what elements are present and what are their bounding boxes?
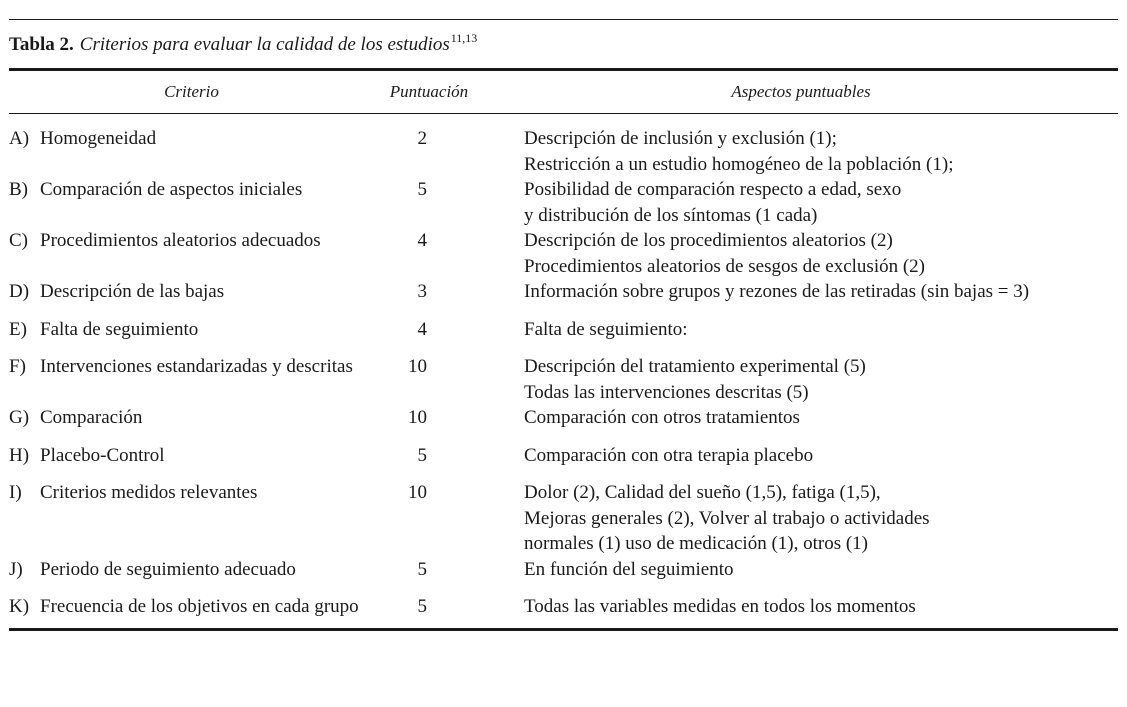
puntuacion-cell: 5 [417, 558, 427, 580]
criterio-letter: K) [9, 596, 30, 617]
criterio-label: Placebo-Control [40, 444, 165, 466]
criterio-letter: A) [9, 128, 30, 149]
table-row [9, 557, 1118, 595]
criterio-letter: C) [9, 230, 28, 251]
table-row [9, 228, 1118, 279]
criterio-cell [9, 279, 374, 317]
table-body [9, 114, 1118, 628]
table-row [9, 443, 1118, 481]
criterio-cell [9, 317, 374, 355]
header-aspectos: Aspectos puntuables [731, 82, 871, 101]
criterio-letter: E) [9, 318, 27, 340]
criterio-label: Criterios medidos relevantes [40, 482, 258, 503]
criteria-table [9, 19, 1118, 631]
criterio-label: Comparación de aspectos iniciales [40, 179, 303, 200]
aspectos-cell [484, 317, 1118, 355]
criterio-cell [9, 114, 374, 177]
aspectos-cell [484, 405, 1118, 443]
aspecto-line: Todas las intervenciones descritas (5) [524, 381, 809, 403]
aspectos-cell [484, 480, 1118, 557]
aspectos-cell [484, 228, 1118, 279]
puntuacion-cell: 10 [408, 356, 427, 377]
caption-refs: 11,13 [450, 31, 478, 45]
aspecto-line: Comparación con otros tratamientos [524, 407, 800, 428]
table-row [9, 317, 1118, 355]
aspecto-line: Descripción de inclusión y exclusión (1); [524, 128, 837, 149]
aspectos-cell [484, 177, 1118, 228]
puntuacion-cell: 5 [417, 179, 427, 200]
table-row [9, 480, 1118, 557]
criterio-label: Procedimientos aleatorios adecuados [40, 230, 321, 251]
criterio-label: Frecuencia de los objetivos en cada grupo [40, 596, 359, 617]
puntuacion-cell: 5 [417, 444, 427, 466]
criterio-label: Falta de seguimiento [40, 318, 199, 340]
aspecto-line: Información sobre grupos y rezones de las retiradas (sin bajas = 3) [524, 281, 1030, 302]
aspecto-line: y distribución de los síntomas (1 cada) [524, 204, 818, 226]
table-row [9, 405, 1118, 443]
criterio-cell [9, 177, 374, 228]
aspectos-cell [484, 557, 1118, 595]
criterio-label: Intervenciones estandarizadas y descritas [40, 356, 353, 377]
criterio-cell [9, 443, 374, 481]
aspectos-cell [484, 443, 1118, 481]
table-row [9, 114, 1118, 177]
puntuacion-cell: 10 [408, 407, 427, 428]
criterio-letter: F) [9, 356, 26, 377]
aspecto-line: Falta de seguimiento: [524, 318, 688, 340]
caption-text: Criterios para evaluar la calidad de los estudios [79, 34, 450, 55]
aspecto-line: Procedimientos aleatorios de sesgos de exclusión (2) [524, 255, 926, 277]
table-row [9, 354, 1118, 405]
criterio-cell [9, 557, 374, 595]
aspecto-line: En función del seguimiento [524, 558, 734, 580]
aspectos-cell [484, 279, 1118, 317]
criterio-label: Descripción de las bajas [40, 281, 225, 302]
puntuacion-cell: 2 [417, 128, 427, 149]
aspecto-line: Dolor (2), Calidad del sueño (1,5), fatiga (1,5), [524, 482, 881, 503]
criterio-cell [9, 594, 374, 628]
criterio-label: Comparación [40, 407, 143, 428]
table-caption [9, 31, 1118, 68]
criterio-cell [9, 480, 374, 557]
criterio-cell [9, 405, 374, 443]
puntuacion-cell: 5 [417, 596, 427, 617]
aspecto-line: normales (1) uso de medicación (1), otros (1) [524, 533, 869, 554]
puntuacion-cell: 3 [417, 281, 427, 302]
aspecto-line: Mejoras generales (2), Volver al trabajo o actividades [524, 507, 930, 529]
criterio-label: Periodo de seguimiento adecuado [40, 558, 296, 580]
puntuacion-cell: 4 [417, 318, 427, 340]
criterio-letter: B) [9, 179, 28, 200]
header-puntuacion: Puntuación [389, 82, 469, 101]
criterio-letter: G) [9, 407, 30, 428]
criterio-cell [9, 354, 374, 405]
aspectos-cell [484, 594, 1118, 628]
top-rule [9, 19, 1118, 20]
criterio-letter: I) [9, 482, 22, 503]
table-row [9, 177, 1118, 228]
table-row [9, 594, 1118, 628]
aspecto-line: Restricción a un estudio homogéneo de la población (1); [524, 153, 954, 175]
aspecto-line: Descripción de los procedimientos aleatorios (2) [524, 230, 893, 251]
puntuacion-cell: 4 [417, 230, 427, 251]
caption-label: Tabla 2. [9, 34, 74, 55]
criterio-letter: H) [9, 444, 30, 466]
table-header [9, 71, 1118, 114]
aspecto-line: Comparación con otra terapia placebo [524, 444, 814, 466]
criterio-cell [9, 228, 374, 279]
aspecto-line: Descripción del tratamiento experimental (5) [524, 356, 866, 377]
aspecto-line: Posibilidad de comparación respecto a edad, sexo [524, 179, 902, 200]
aspecto-line: Todas las variables medidas en todos los momentos [524, 596, 916, 617]
puntuacion-cell: 10 [408, 482, 427, 503]
aspectos-cell [484, 354, 1118, 405]
table-grid [9, 71, 1118, 628]
table-row [9, 279, 1118, 317]
header-criterio: Criterio [164, 82, 219, 101]
bottom-rule [9, 628, 1118, 631]
aspectos-cell [484, 114, 1118, 177]
criterio-letter: J) [9, 558, 23, 580]
criterio-letter: D) [9, 281, 30, 302]
criterio-label: Homogeneidad [40, 128, 157, 149]
